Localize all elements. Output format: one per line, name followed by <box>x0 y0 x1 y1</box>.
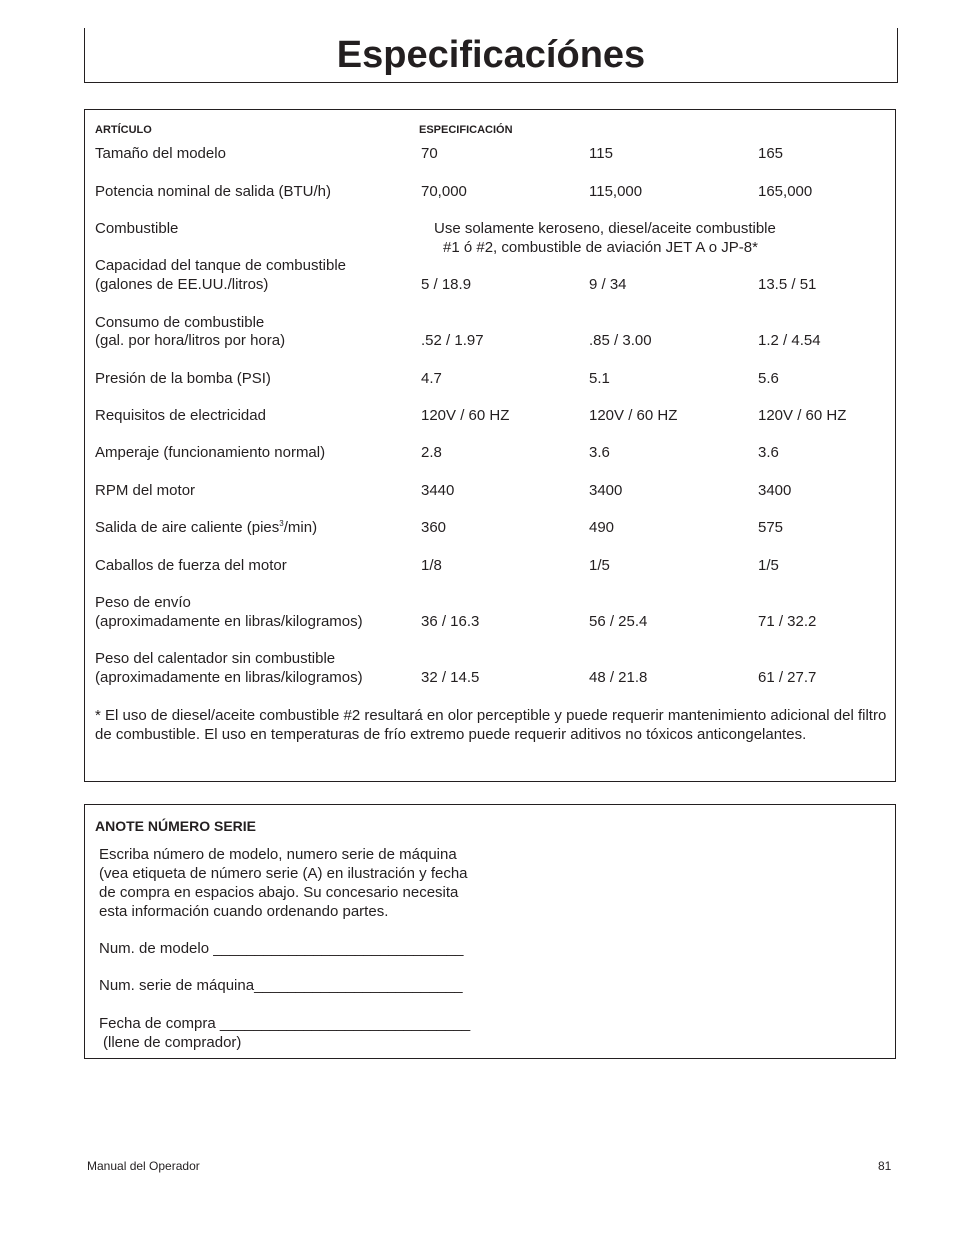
row-label-shipping-weight-units: (aproximadamente en libras/kilogramos) <box>95 613 363 630</box>
row-value: 115,000 <box>589 183 643 200</box>
row-label-motor-hp: Caballos de fuerza del motor <box>95 557 287 574</box>
footnote: * El uso de diesel/aceite combustible #2 resultará en olor perceptible y puede requerir mantenimiento adicional del filtro de combustible. El uso en temperaturas de frío extremo puede requerir aditivos no tóxicos anticongelantes. <box>95 707 887 743</box>
row-label-motor-rpm: RPM del motor <box>95 482 196 499</box>
row-value: 490 <box>589 519 615 536</box>
row-value: .52 / 1.97 <box>421 332 484 349</box>
fuel-spec-line-1: Use solamente keroseno, diesel/aceite combustible <box>434 220 776 237</box>
row-value: 120V / 60 HZ <box>589 407 678 424</box>
purchase-date-note: (llene de comprador) <box>103 1034 242 1051</box>
row-value: 165 <box>758 145 784 162</box>
title-frame <box>84 28 898 83</box>
row-value: 48 / 21.8 <box>589 669 648 686</box>
row-value: 70 <box>421 145 438 162</box>
row-value: 36 / 16.3 <box>421 613 480 630</box>
row-value: 70,000 <box>421 183 467 200</box>
row-value: 13.5 / 51 <box>758 276 817 293</box>
row-value: 61 / 27.7 <box>758 669 817 686</box>
row-label-shipping-weight: Peso de envío <box>95 594 191 611</box>
serial-intro-line: (vea etiqueta de número serie (A) en ilustración y fecha <box>99 865 468 882</box>
row-value: 5.1 <box>589 370 610 387</box>
row-value: 1.2 / 4.54 <box>758 332 821 349</box>
row-label-tank-capacity-units: (galones de EE.UU./litros) <box>95 276 269 293</box>
row-label-tank-capacity: Capacidad del tanque de combustible <box>95 257 347 274</box>
serial-number-field: Num. serie de máquina_________________________ <box>99 977 463 994</box>
row-label-hot-air-output <box>95 518 317 537</box>
row-value: 120V / 60 HZ <box>421 407 510 424</box>
purchase-date-field: Fecha de compra ______________________________ <box>99 1015 471 1032</box>
serial-intro-line: Escriba número de modelo, numero serie de máquina <box>99 846 457 863</box>
row-value: 3.6 <box>758 444 779 461</box>
row-value: 3400 <box>589 482 623 499</box>
row-value: 3.6 <box>589 444 610 461</box>
column-header-spec: ESPECIFICACIÓN <box>419 124 513 136</box>
row-value: 3440 <box>421 482 455 499</box>
row-label-pump-pressure: Presión de la bomba (PSI) <box>95 370 271 387</box>
page-number: 81 <box>878 1159 892 1173</box>
row-label-fuel-consumption: Consumo de combustible <box>95 314 265 331</box>
row-value: 2.8 <box>421 444 442 461</box>
row-value: 1/8 <box>421 557 442 574</box>
row-value: 5 / 18.9 <box>421 276 472 293</box>
row-value: 71 / 32.2 <box>758 613 817 630</box>
page-title: Especificacíónes <box>336 34 646 76</box>
row-value: 120V / 60 HZ <box>758 407 847 424</box>
row-value: 115 <box>589 145 613 162</box>
footer-manual-name: Manual del Operador <box>87 1159 200 1173</box>
label-part: Salida de aire caliente (pies <box>95 519 280 536</box>
fuel-spec-line-2: #1 ó #2, combustible de aviación JET A o JP-8* <box>443 239 758 256</box>
row-value: 575 <box>758 519 784 536</box>
label-part: /min) <box>283 519 318 536</box>
row-value: 165,000 <box>758 183 813 200</box>
row-value: 5.6 <box>758 370 779 387</box>
serial-intro-line: de compra en espacios abajo. Su concesario necesita <box>99 884 459 901</box>
row-value: 1/5 <box>589 557 610 574</box>
row-value: 32 / 14.5 <box>421 669 480 686</box>
row-value: 1/5 <box>758 557 779 574</box>
row-label-fuel: Combustible <box>95 220 179 237</box>
serial-intro-line: esta información cuando ordenando partes. <box>99 903 389 920</box>
model-number-field: Num. de modelo ______________________________ <box>99 940 464 957</box>
row-label-amperage: Amperaje (funcionamiento normal) <box>95 444 326 461</box>
row-value: 56 / 25.4 <box>589 613 648 630</box>
row-value: 4.7 <box>421 370 442 387</box>
row-label-model-size: Tamaño del modelo <box>95 145 226 162</box>
row-label-heater-weight: Peso del calentador sin combustible <box>95 650 336 667</box>
row-value: 3400 <box>758 482 792 499</box>
row-label-fuel-consumption-units: (gal. por hora/litros por hora) <box>95 332 286 349</box>
label-superscript: 3 <box>279 519 284 528</box>
row-label-electrical: Requisitos de electricidad <box>95 407 266 424</box>
column-header-item: ARTÍCULO <box>95 124 152 136</box>
row-label-output: Potencia nominal de salida (BTU/h) <box>95 183 331 200</box>
row-value: 9 / 34 <box>589 276 627 293</box>
row-value: 360 <box>421 519 447 536</box>
serial-title: ANOTE NÚMERO SERIE <box>95 818 257 834</box>
row-value: .85 / 3.00 <box>589 332 652 349</box>
row-label-heater-weight-units: (aproximadamente en libras/kilogramos) <box>95 669 363 686</box>
